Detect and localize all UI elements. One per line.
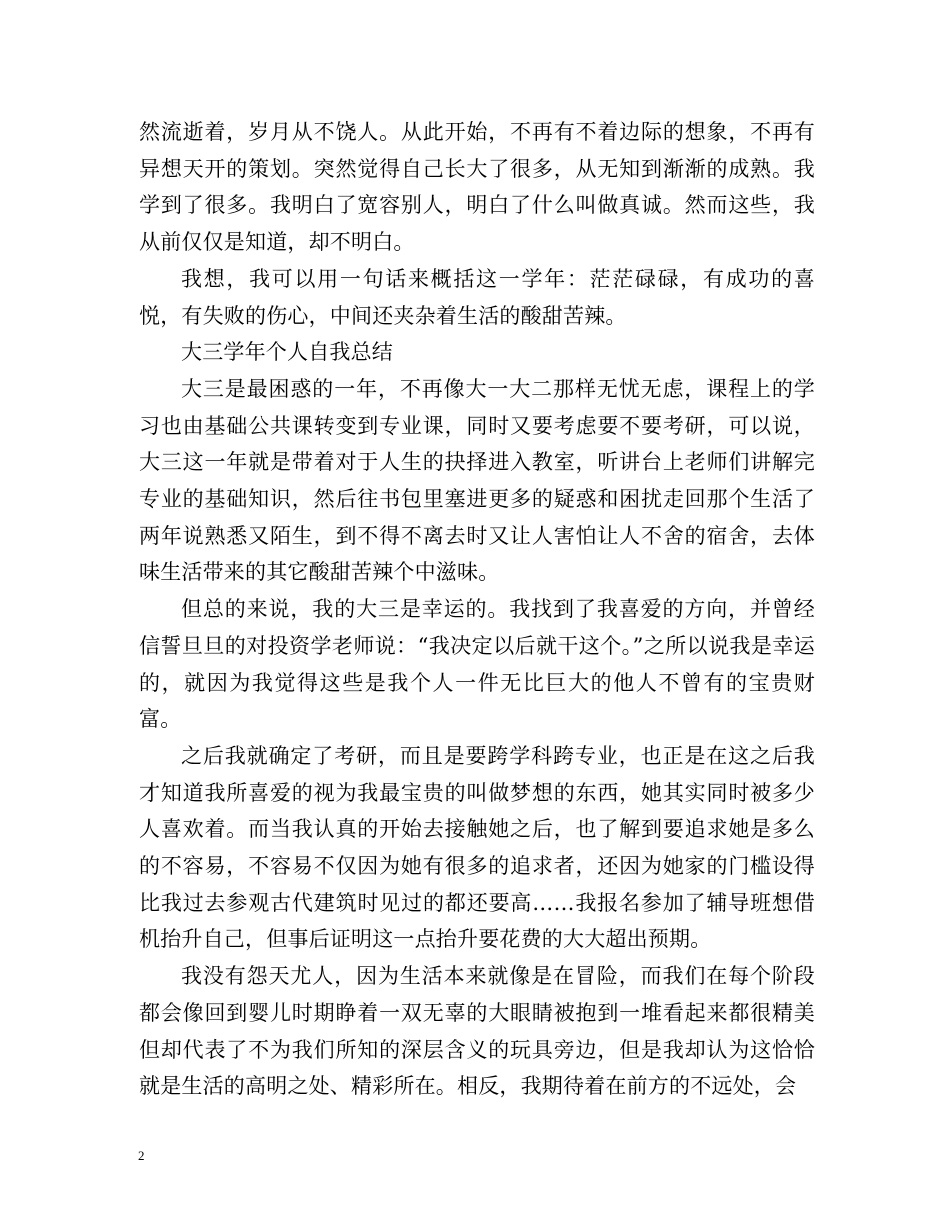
paragraph-5: 之后我就确定了考研，而且是要跨学科跨专业，也正是在这之后我才知道我所喜爱的视为我最宝贵的叫做梦想的东西，她其实同时被多少人喜欢着。而当我认真的开始去接触她之后，也了解到要追求她是多么的不容易，不容易不仅因为她有很多的追求者，还因为她家的门槛设得比我过去参观古代建筑时见过的都还要高……我报名参加了辅导班想借机抬升自己，但事后证明这一点抬升要花费的大大超出预期。 [139, 743, 815, 952]
paragraph-1: 然流逝着，岁月从不饶人。从此开始，不再有不着边际的想象，不再有异想天开的策划。突然觉得自己长大了很多，从无知到渐渐的成熟。我学到了很多。我明白了宽容别人，明白了什么叫做真诚。然而这些，我从前仅仅是知道，却不明白。 [139, 120, 815, 255]
paragraph-2: 我想，我可以用一句话来概括这一学年：茫茫碌碌，有成功的喜悦，有失败的伤心，中间还夹杂着生活的酸甜苦辣。 [139, 266, 815, 328]
paragraph-3: 大三是最困惑的一年，不再像大一大二那样无忧无虑，课程上的学习也由基础公共课转变到专业课，同时又要考虑要不要考研，可以说，大三这一年就是带着对于人生的抉择进入教室，听讲台上老师们讲解完专业的基础知识，然后往书包里塞进更多的疑惑和困扰走回那个生活了两年说熟悉又陌生，到不得不离去时又让人害怕让人不舍的宿舍，去体味生活带来的其它酸甜苦辣个中滋味。 [139, 376, 815, 585]
document-body [139, 114, 815, 1105]
page-number: 2 [138, 1148, 145, 1163]
section-heading: 大三学年个人自我总结 [181, 340, 393, 365]
paragraph-6: 我没有怨天尤人，因为生活本来就像是在冒险，而我们在每个阶段都会像回到婴儿时期睁着一双无辜的大眼睛被抱到一堆看起来都很精美但却代表了不为我们所知的深层含义的玩具旁边，但是我却认为这恰恰就是生活的高明之处、精彩所在。相反，我期待着在前方的不远处，会 [139, 964, 815, 1099]
paragraph-4: 但总的来说，我的大三是幸运的。我找到了我喜爱的方向，并曾经信誓旦旦的对投资学老师说：“我决定以后就干这个。”之所以说我是幸运的，就因为我觉得这些是我个人一件无比巨大的他人不曾有的宝贵财富。 [139, 597, 815, 732]
